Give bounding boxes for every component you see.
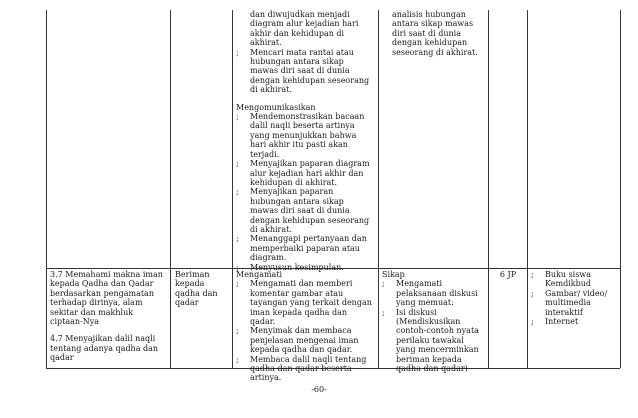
activity-text: Menyusun kesimpulan. xyxy=(250,262,344,272)
source-text: Buku siswa Kemdikbud xyxy=(545,270,592,289)
list-marker: ; xyxy=(531,317,534,327)
list-marker: ; xyxy=(236,234,239,244)
table-border-left xyxy=(46,10,47,368)
list-item xyxy=(382,279,482,307)
list-marker: ; xyxy=(236,159,239,169)
list-item xyxy=(531,270,617,289)
time-allocation: 6 JP xyxy=(499,270,517,279)
list-item xyxy=(236,279,374,326)
list-item xyxy=(531,317,617,326)
materi-cell xyxy=(175,270,229,308)
list-marker: ; xyxy=(236,262,239,272)
assessment-text: analisis hubungan antara sikap mawas diri saat di dunia dengan kehidupan seseorang di akhirat. xyxy=(392,10,478,57)
list-marker: ; xyxy=(236,354,239,364)
section-title: Mengomunikasikan xyxy=(236,102,316,112)
column-divider xyxy=(488,10,489,368)
list-marker: ; xyxy=(382,279,385,289)
column-divider xyxy=(378,10,379,368)
list-item xyxy=(236,326,374,354)
assessment-text: Mengamati pelaksanaan diskusi yang memuat: xyxy=(396,279,478,308)
list-marker: ; xyxy=(382,307,385,317)
activity-text: Mencari mata rantai atau hubungan antara sikap mawas diri saat di dunia dengan kehidupan seseorang di akhirat. xyxy=(250,47,370,95)
list-marker: ; xyxy=(236,326,239,336)
activity-text: Mengamati dan memberi komentar gambar atau tayangan yang terkait dengan iman kepada qadha dan qadar. xyxy=(250,279,372,327)
page-number: -60- xyxy=(311,385,327,394)
list-marker: ; xyxy=(531,288,534,298)
column-divider xyxy=(232,10,233,368)
activity-text: Menyajikan paparan diagram alur kejadian hari akhir dan kehidupan di akhirat. xyxy=(250,159,370,187)
column-divider xyxy=(527,10,528,368)
list-marker: ; xyxy=(236,47,239,57)
column-divider xyxy=(170,10,171,368)
section-title: Mengamati xyxy=(236,270,283,279)
list-marker: ; xyxy=(236,112,239,122)
list-item xyxy=(236,187,374,234)
list-item xyxy=(531,289,617,317)
activity-text: Membaca dalil naqli tentang qadha dan qadar beserta artinya. xyxy=(250,354,367,383)
list-marker: ; xyxy=(236,187,239,197)
activities-cell-top xyxy=(236,10,374,272)
list-marker: ; xyxy=(531,270,534,279)
list-marker: ; xyxy=(236,279,239,289)
assessment-text: Isi diskusi (Mendiskusikan contoh-contoh nyata perilaku tawakal yang mencerminkan beriman kepada qadha dan qadar) xyxy=(396,307,479,374)
materi-text: Beriman kepada qadha dan qadar xyxy=(175,270,218,308)
list-item xyxy=(236,355,374,383)
list-item xyxy=(236,234,374,262)
competency-3-7: 3.7 Memahami makna iman kepada Qadha dan Qadar berdasarkan pengamatan terhadap dirinya, alam sekitar dan makhluk ciptaan-Nya xyxy=(50,270,163,327)
time-cell xyxy=(492,270,524,279)
competency-cell xyxy=(50,270,164,363)
competency-4-7: 4.7 Menyajikan dalil naqli tentang adanya qadha dan qadar xyxy=(50,334,159,363)
assessment-cell-bottom xyxy=(382,270,482,373)
list-item xyxy=(236,48,374,95)
section-title: Sikap xyxy=(382,270,405,279)
list-item xyxy=(236,159,374,187)
list-item xyxy=(382,308,482,374)
activity-continuation: dan diwujudkan menjadi diagram alur kejadian hari akhir dan kehidupan di akhirat. xyxy=(250,10,359,48)
activities-cell-bottom xyxy=(236,270,374,383)
source-text: Internet xyxy=(545,317,579,327)
list-item xyxy=(236,112,374,159)
assessment-cell-top xyxy=(392,10,478,57)
table-border-right xyxy=(620,10,621,368)
activity-text: Menyajikan paparan hubungan antara sikap mawas diri saat di dunia dengan kehidupan seseorang di akhirat. xyxy=(250,187,370,234)
activity-text: Menyimak dan membaca penjelasan mengenai iman kepada qadha dan qadar. xyxy=(250,326,359,355)
activity-text: Mendemonstrasikan bacaan dalil naqli beserta artinya yang menunjukkan bahwa hari akhir itu pasti akan terjadi. xyxy=(250,112,365,159)
source-text: Gambar/ video/ multimedia interaktif xyxy=(545,288,608,317)
activity-text: Menanggapi pertanyaan dan memperbaiki paparan atau diagram. xyxy=(250,234,367,263)
sources-cell xyxy=(531,270,617,326)
